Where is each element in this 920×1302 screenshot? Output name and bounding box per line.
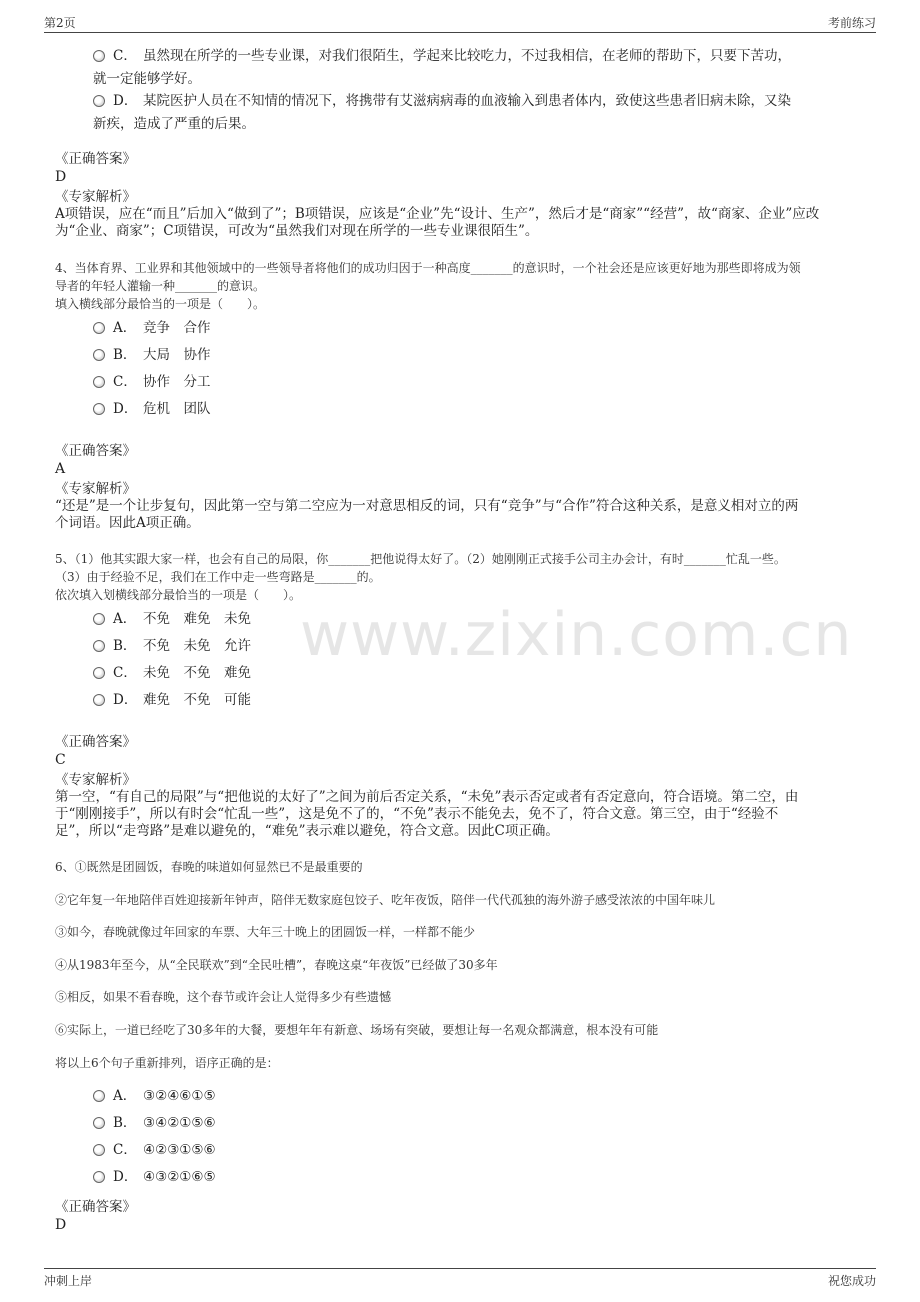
q4-option-c[interactable] [93,371,211,393]
stem-line: 依次填入划横线部分最恰当的一项是（ ）。 [55,588,302,602]
q6-option-c[interactable] [93,1139,216,1161]
q4-option-b[interactable] [93,344,211,366]
option-label: A． [113,1088,137,1104]
option-c[interactable] [93,45,863,91]
analysis-line: 个词语。因此A项正确。 [55,515,200,531]
radio-icon[interactable] [93,50,105,62]
analysis-text [55,789,865,840]
page-header [44,14,876,31]
answer-heading: 《正确答案》 [55,443,136,459]
sentence-1: 6、①既然是团圆饭，春晚的味道如何显然已不是最重要的 [55,860,363,874]
option-label: B． [113,638,137,654]
q5-option-b[interactable] [93,635,251,657]
option-text: 不免 难免 未免 [143,611,251,627]
answer-heading: 《正确答案》 [55,151,136,167]
option-text: 大局 协作 [143,347,211,363]
option-text: 竞争 合作 [143,320,211,336]
stem-line: 填入横线部分最恰当的一项是（ ）。 [55,297,266,311]
analysis-text [55,498,865,532]
answer-value: D [55,1217,67,1233]
analysis-text [55,206,865,240]
analysis-line: 第一空，“有自己的局限”与“把他说的太好了”之间为前后否定关系，“未免”表示否定或者有否定意向，符合语境。第二空，由 [55,789,799,805]
option-text: 不免 未免 允许 [143,638,251,654]
stem-line: 导者的年轻人灌输一种_______的意识。 [55,279,266,293]
radio-icon[interactable] [93,613,105,625]
analysis-line: 足”，所以“走弯路”是难以避免的，“难免”表示难以避免，符合文意。因此C项正确。 [55,823,559,839]
radio-icon[interactable] [93,1144,105,1156]
stem-line: 4、当体育界、工业界和其他领域中的一些领导者将他们的成功归因于一种高度_______的意识时，一个社会还是应该更好地为那些即将成为领 [55,261,801,275]
watermark: www.zixin.com.cn [300,600,853,670]
option-text: 危机 团队 [143,401,211,417]
option-label: C． [113,374,137,390]
answer-heading: 《正确答案》 [55,1199,136,1215]
sentence-6: ⑥实际上，一道已经吃了30多年的大餐，要想年年有新意、场场有突破，要想让每一名观众都满意，根本没有可能 [55,1023,659,1037]
option-text-cont: 就一定能够学好。 [93,71,201,87]
footer-left-text: 冲刺上岸 [44,1274,93,1288]
option-text: 难免 不免 可能 [143,692,251,708]
footer-divider [44,1268,876,1269]
answer-value: D [55,169,67,185]
question-6-prompt: 将以上6个句子重新排列，语序正确的是： [55,1056,279,1070]
radio-icon[interactable] [93,322,105,334]
analysis-heading: 《专家解析》 [55,189,136,205]
radio-icon[interactable] [93,667,105,679]
option-label: D． [113,1169,138,1185]
radio-icon[interactable] [93,1090,105,1102]
q4-option-d[interactable] [93,398,211,420]
q5-option-a[interactable] [93,608,251,630]
option-text: ③②④⑥①⑤ [143,1088,216,1104]
option-text: ④②③①⑤⑥ [143,1142,216,1158]
answer-value: A [55,461,66,477]
page-footer [44,1272,876,1289]
option-label: B． [113,347,137,363]
option-text: 协作 分工 [143,374,211,390]
radio-icon[interactable] [93,376,105,388]
option-text: ③④②①⑤⑥ [143,1115,216,1131]
option-text: 虽然现在所学的一些专业课，对我们很陌生，学起来比较吃力，不过我相信，在老师的帮助下，只要下苦功， [143,48,791,64]
answer-value: C [55,752,66,768]
option-label: C． [113,1142,137,1158]
analysis-line: A项错误，应在“而且”后加入“做到了”；B项错误，应该是“企业”先“设计、生产”，然后才是“商家”“经营”，故“商家、企业”应改 [55,206,820,222]
q6-option-d[interactable] [93,1166,216,1188]
option-label: D． [113,93,138,109]
sentence-5: ⑤相反，如果不看春晚，这个春节或许会让人觉得多少有些遗憾 [55,990,392,1004]
option-text: 未免 不免 难免 [143,665,251,681]
radio-icon[interactable] [93,403,105,415]
q5-option-d[interactable] [93,689,251,711]
q4-option-a[interactable] [93,317,211,339]
q6-option-b[interactable] [93,1112,216,1134]
analysis-line: “还是”是一个让步复句，因此第一空与第二空应为一对意思相反的词，只有“竞争”与“合作”符合这种关系，是意义相对立的两 [55,498,799,514]
answer-heading: 《正确答案》 [55,734,136,750]
radio-icon[interactable] [93,95,105,107]
question-5-stem [55,550,865,604]
option-label: C． [113,48,137,64]
option-label: C． [113,665,137,681]
sentence-3: ③如今，春晚就像过年回家的车票、大年三十晚上的团圆饭一样，一样都不能少 [55,925,476,939]
radio-icon[interactable] [93,349,105,361]
header-divider [44,32,876,33]
footer-right-text: 祝您成功 [827,1274,876,1288]
option-label: D． [113,401,138,417]
header-title: 考前练习 [827,16,876,30]
option-d[interactable] [93,90,863,136]
option-text-cont: 新疾，造成了严重的后果。 [93,116,255,132]
option-label: B． [113,1115,137,1131]
stem-line: 5、（1）他其实跟大家一样，也会有自己的局限，你_______把他说得太好了。（2）她刚刚正式接手公司主办会计，有时_______忙乱一些。 [55,552,786,566]
q5-option-c[interactable] [93,662,251,684]
question-4-stem [55,259,865,313]
radio-icon[interactable] [93,694,105,706]
radio-icon[interactable] [93,640,105,652]
analysis-line: 为“企业、商家”；C项错误，可改为“虽然我们对现在所学的一些专业课很陌生”。 [55,223,539,239]
radio-icon[interactable] [93,1117,105,1129]
q6-option-a[interactable] [93,1085,216,1107]
stem-line: （3）由于经验不足，我们在工作中走一些弯路是_______的。 [55,570,381,584]
option-label: A． [113,611,137,627]
option-label: A． [113,320,137,336]
option-text: ④③②①⑥⑤ [143,1169,216,1185]
analysis-heading: 《专家解析》 [55,772,136,788]
option-text: 某院医护人员在不知情的情况下，将携带有艾滋病病毒的血液输入到患者体内，致使这些患者旧病未除，又染 [143,93,791,109]
option-label: D． [113,692,138,708]
analysis-heading: 《专家解析》 [55,481,136,497]
page-number: 第2页 [44,16,76,30]
radio-icon[interactable] [93,1171,105,1183]
analysis-line: 于“刚刚接手”，所以有时会“忙乱一些”，这是免不了的，“不免”表示不能免去，免不了，符合文意。第三空，由于“经验不 [55,806,779,822]
sentence-2: ②它年复一年地陪伴百姓迎接新年钟声，陪伴无数家庭包饺子、吃年夜饭，陪伴一代代孤独的海外游子感受浓浓的中国年味儿 [55,893,716,907]
sentence-4: ④从1983年至今，从“全民联欢”到“全民吐槽”，春晚这桌“年夜饭”已经做了30多年 [55,958,498,972]
